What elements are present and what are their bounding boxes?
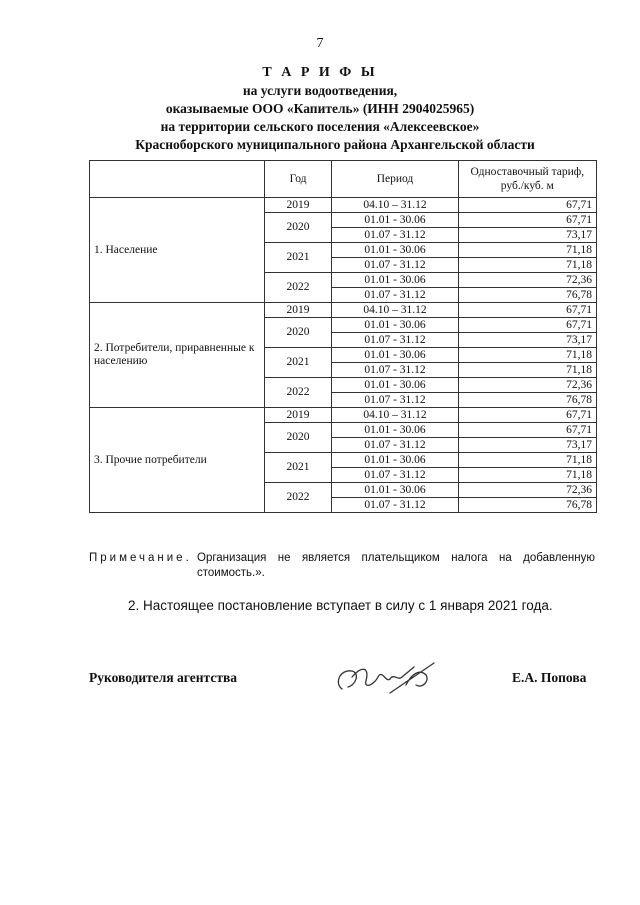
period-cell: 01.07 - 31.12: [332, 333, 458, 348]
signer-title: Руководителя агентства: [89, 670, 237, 685]
header-blank: [90, 161, 265, 198]
year-cell: 2022: [264, 483, 332, 513]
title-line-4: на территории сельского поселения «Алексеевское»: [160, 119, 480, 134]
tariff-value-cell: 67,71: [458, 423, 596, 438]
period-cell: 01.01 - 30.06: [332, 213, 458, 228]
period-cell: 01.07 - 31.12: [332, 468, 458, 483]
tariff-value-cell: 67,71: [458, 318, 596, 333]
period-cell: 01.01 - 30.06: [332, 378, 458, 393]
signer-name: Е.А. Попова: [512, 670, 587, 685]
period-cell: 04.10 – 31.12: [332, 303, 458, 318]
year-cell: 2020: [264, 213, 332, 243]
period-cell: 01.01 - 30.06: [332, 348, 458, 363]
tariff-value-cell: 76,78: [458, 288, 596, 303]
period-cell: 01.07 - 31.12: [332, 393, 458, 408]
tariff-value-cell: 73,17: [458, 228, 596, 243]
tariff-value-cell: 72,36: [458, 483, 596, 498]
table-row: [90, 408, 597, 423]
tariff-value-cell: 73,17: [458, 333, 596, 348]
tariff-table: [89, 160, 597, 513]
tariff-value-cell: 71,18: [458, 243, 596, 258]
title-line-2: на услуги водоотведения,: [242, 83, 398, 98]
year-cell: 2019: [264, 408, 332, 423]
year-cell: 2022: [264, 273, 332, 303]
tariff-value-cell: 71,18: [458, 258, 596, 273]
year-cell: 2021: [264, 243, 332, 273]
title-line-1: Т А Р И Ф Ы: [262, 65, 378, 80]
period-cell: 01.01 - 30.06: [332, 423, 458, 438]
category-cell: 2. Потребители, приравненные к населению: [90, 303, 265, 408]
tariff-value-cell: 67,71: [458, 213, 596, 228]
tariff-value-cell: 67,71: [458, 408, 596, 423]
table-header-row: [90, 161, 597, 198]
tariff-value-cell: 67,71: [458, 198, 596, 213]
table-row: [90, 198, 597, 213]
period-cell: 01.01 - 30.06: [332, 318, 458, 333]
period-cell: 01.07 - 31.12: [332, 288, 458, 303]
period-cell: 01.07 - 31.12: [332, 258, 458, 273]
period-cell: 04.10 – 31.12: [332, 408, 458, 423]
period-cell: 01.07 - 31.12: [332, 363, 458, 378]
table-row: [90, 303, 597, 318]
period-cell: 01.07 - 31.12: [332, 228, 458, 243]
tariff-value-cell: 76,78: [458, 498, 596, 513]
note-text: Организация не является плательщиком налога на добавленную стоимость.».: [197, 552, 595, 579]
year-cell: 2021: [264, 348, 332, 378]
clause-2: 2. Настоящее постановление вступает в силу с 1 января 2021 года.: [128, 598, 553, 613]
title-line-3: оказываемые ООО «Капитель» (ИНН 2904025965): [165, 101, 475, 116]
handwritten-signature: [330, 655, 450, 705]
category-cell: 1. Население: [90, 198, 265, 303]
period-cell: 01.01 - 30.06: [332, 273, 458, 288]
note-label: Примечание.: [89, 552, 192, 564]
header-year: Год: [264, 161, 332, 198]
period-cell: 01.01 - 30.06: [332, 483, 458, 498]
tariff-table-body: [90, 198, 597, 513]
category-cell: 3. Прочие потребители: [90, 408, 265, 513]
year-cell: 2021: [264, 453, 332, 483]
tariff-value-cell: 71,18: [458, 453, 596, 468]
period-cell: 04.10 – 31.12: [332, 198, 458, 213]
year-cell: 2019: [264, 198, 332, 213]
tariff-value-cell: 73,17: [458, 438, 596, 453]
year-cell: 2020: [264, 318, 332, 348]
period-cell: 01.07 - 31.12: [332, 498, 458, 513]
period-cell: 01.07 - 31.12: [332, 438, 458, 453]
tariff-value-cell: 71,18: [458, 468, 596, 483]
year-cell: 2019: [264, 303, 332, 318]
document-title: [0, 64, 640, 154]
page-number: 7: [316, 36, 324, 51]
period-cell: 01.01 - 30.06: [332, 453, 458, 468]
tariff-value-cell: 72,36: [458, 273, 596, 288]
tariff-value-cell: 76,78: [458, 393, 596, 408]
tariff-value-cell: 67,71: [458, 303, 596, 318]
year-cell: 2020: [264, 423, 332, 453]
tariff-value-cell: 71,18: [458, 348, 596, 363]
tariff-value-cell: 72,36: [458, 378, 596, 393]
note: [89, 551, 599, 581]
title-line-5: Красноборского муниципального района Архангельской области: [135, 137, 535, 152]
header-period: Период: [332, 161, 458, 198]
year-cell: 2022: [264, 378, 332, 408]
tariff-value-cell: 71,18: [458, 363, 596, 378]
header-tariff: Одноставочный тариф, руб./куб. м: [458, 161, 596, 198]
period-cell: 01.01 - 30.06: [332, 243, 458, 258]
